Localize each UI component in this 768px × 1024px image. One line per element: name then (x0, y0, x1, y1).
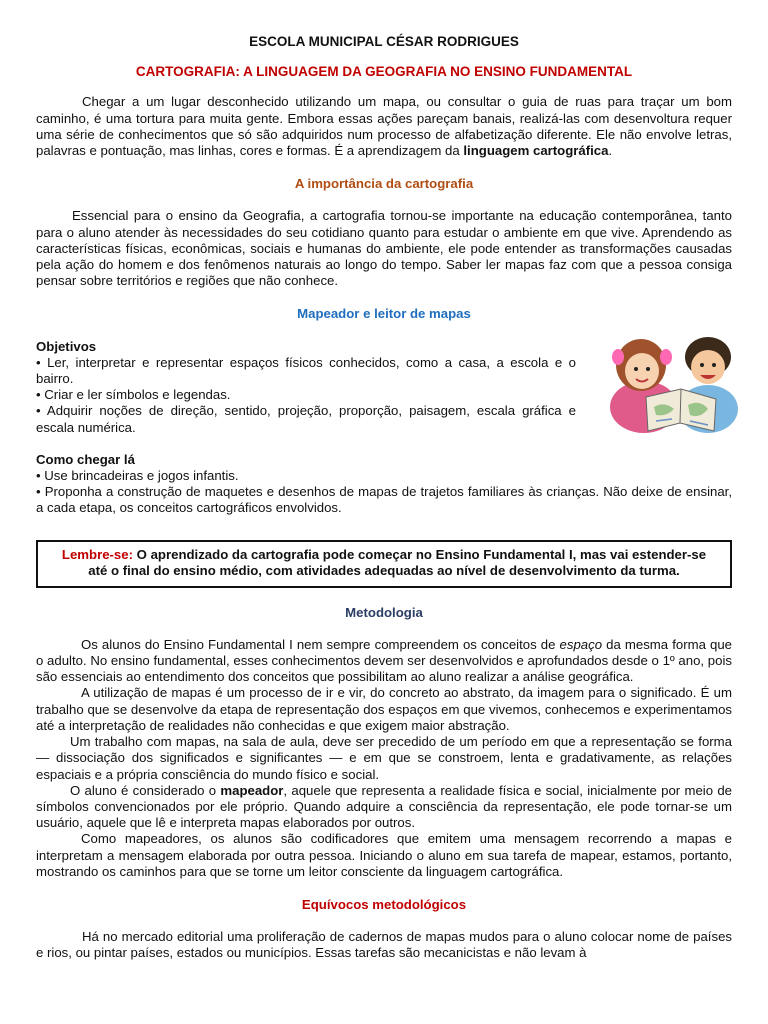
document-page (36, 34, 732, 962)
metodologia-paragraph: O aluno é considerado o mapeador, aquele que representa a realidade física e social, inicialmente por meio de símbolos convencionados por ele próprio. Quando adquire a consciência da representação, ele pode tornar-se um usuário, aquele que lê e interpreta mapas elaborados por outros. (36, 782, 732, 831)
heading-metodologia: Metodologia (345, 604, 423, 620)
objetivo-item: • Ler, interpretar e representar espaços físicos conhecidos, como a casa, a escola e o bairro. (36, 354, 576, 387)
reminder-box (36, 540, 732, 588)
mapeador-section (36, 339, 732, 517)
metodologia-paragraph: Como mapeadores, os alunos são codificadores que emitem uma mensagem recorrendo a mapas e interpretam a mensagem elaborada por outra pessoa. Iniciando o aluno em sua tarefa de mapear, estamos, portanto, mostrando os caminhos para que se torne um leitor consciente da linguagem cartográfica. (36, 831, 732, 879)
reminder-text: O aprendizado da cartografia pode começar no Ensino Fundamental I, mas vai estender-se até o final do ensino médio, com atividades adequadas ao nível de desenvolvimento da turma. (88, 546, 707, 579)
children-reading-map-illustration (596, 327, 756, 437)
objetivo-item: • Criar e ler símbolos e legendas. (36, 387, 231, 403)
importancia-paragraph: Essencial para o ensino da Geografia, a cartografia tornou-se importante na educação contemporânea, tanto para o aluno atender às necessidades do seu cotidiano quanto para estudar o ambiente em que vive. Aprendendo as características físicas, econômicas, sociais e humanas do ambiente, ele pode entender as transformações causadas pela ação do homem e dos fenômenos naturais ao longo do tempo. Saber ler mapas faz com que a pessoa consiga pensar sobre territórios e regiões que não conhece. (36, 208, 732, 289)
document-title: CARTOGRAFIA: A LINGUAGEM DA GEOGRAFIA NO ENSINO FUNDAMENTAL (135, 64, 633, 80)
intro-paragraph: Chegar a um lugar desconhecido utilizando um mapa, ou consultar o guia de ruas para traçar um bom caminho, é uma tortura para muita gente. Embora essas ações pareçam banais, realizá-las com desenvoltura requer uma série de conhecimentos que só são adquiridos num processo de alfabetização diferente. Ele não envolve letras, palavras e pontuação, mas linhas, cores e formas. É a aprendizagem da linguagem cartográfica. (36, 94, 732, 159)
metodologia-paragraph: Um trabalho com mapas, na sala de aula, deve ser precedido de um período em que a representação se forma — dissociação dos significados e significantes — e em que se constroem, lenta e gradativamente, as relações espaciais e a própria consciência do mundo físico e social. (36, 734, 732, 782)
school-name: ESCOLA MUNICIPAL CÉSAR RODRIGUES (249, 34, 519, 49)
equivocos-paragraph: Há no mercado editorial uma proliferação de cadernos de mapas mudos para o aluno colocar nome de países e rios, ou pintar países, estados ou municípios. Essas tarefas são mecanicistas e não levam à (36, 929, 732, 961)
como-chegar-item: • Proponha a construção de maquetes e desenhos de mapas de trajetos familiares às crianças. Não deixe de ensinar, a cada etapa, os conceitos cartográficos envolvidos. (36, 484, 732, 516)
como-chegar-item: • Use brincadeiras e jogos infantis. (36, 468, 239, 484)
reminder-label: Lembre-se: (61, 546, 133, 562)
heading-importancia: A importância da cartografia (294, 176, 474, 192)
heading-mapeador: Mapeador e leitor de mapas (297, 306, 471, 322)
objetivos-block (36, 339, 576, 436)
intro-bold-term: linguagem cartográfica (463, 143, 609, 159)
objetivo-item: • Adquirir noções de direção, sentido, projeção, proporção, paisagem, escala gráfica e escala numérica. (36, 403, 576, 435)
objetivos-label: Objetivos (36, 338, 97, 354)
heading-equivocos: Equívocos metodológicos (301, 896, 467, 912)
metodologia-paragraph: A utilização de mapas é um processo de ir e vir, do concreto ao abstrato, da imagem para o significado. É um trabalho que se desenvolve da etapa de representação dos espaços em que vivemos, conhecemos e experimentamos até a interpretação de realidades não conhecidas e que exigem maior abstração. (36, 685, 732, 733)
como-chegar-label: Como chegar lá (36, 451, 135, 467)
metodologia-paragraph: Os alunos do Ensino Fundamental I nem sempre compreendem os conceitos de espaço da mesma forma que o adulto. No ensino fundamental, esses conhecimentos devem ser desenvolvidos e aprofundados desde o 1º ano, pois são essenciais ao entendimento dos conceitos que possibilitam ao aluno realizar a análise geográfica. (36, 636, 732, 685)
